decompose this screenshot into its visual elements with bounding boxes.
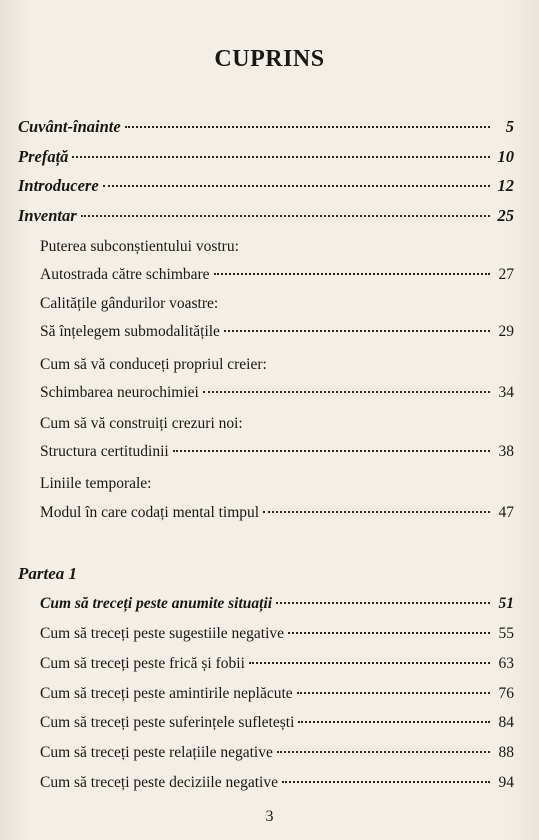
toc-entry-label: Cum să treceți peste deciziile negative <box>40 774 278 791</box>
toc-subentry <box>40 654 514 674</box>
toc-subentry <box>40 684 514 704</box>
toc-subentry <box>40 383 514 403</box>
toc-entry-label: Cum să treceți peste anumite situații <box>40 595 273 612</box>
toc-entry-label: Cum să treceți peste sugestiile negative <box>40 625 285 642</box>
toc-entry-introducere <box>18 176 514 196</box>
dot-leader <box>249 661 490 664</box>
toc-entry-page: 29 <box>498 323 514 340</box>
toc-entry-label: Cum să treceți peste frică și fobii <box>40 655 245 672</box>
dot-leader <box>298 720 490 723</box>
toc-subentry <box>40 322 514 342</box>
toc-entry-page: 55 <box>498 625 514 642</box>
dot-leader <box>224 329 490 332</box>
toc-entry-page: 34 <box>498 384 514 401</box>
toc-entry-page: 5 <box>505 117 514 136</box>
toc-entry-page: 84 <box>498 714 514 731</box>
page-title: CUPRINS <box>214 46 325 72</box>
toc-entry-label: Să înțelegem submodalitățile <box>40 323 220 340</box>
page-number: 3 <box>265 808 274 825</box>
toc-entry-label: Cum să treceți peste relațiile negative <box>40 744 273 761</box>
toc-subheading: Calitățile gândurilor voastre: <box>40 295 219 312</box>
toc-entry-page: 94 <box>498 774 514 791</box>
dot-leader <box>81 214 490 217</box>
toc-subentry <box>40 442 514 462</box>
toc-entry-page: 51 <box>498 595 514 612</box>
toc-subentry <box>40 265 514 285</box>
dot-leader <box>103 184 490 187</box>
toc-entry-label: Cum să treceți peste amintirile neplăcute <box>40 685 293 702</box>
toc-subentry <box>40 743 514 763</box>
toc-entry-label: Modul în care codați mental timpul <box>40 504 260 521</box>
toc-entry-page: 88 <box>498 744 514 761</box>
toc-subheading: Cum să vă construiți crezuri noi: <box>40 415 243 432</box>
toc-subentry <box>40 503 514 523</box>
dot-leader <box>276 601 490 604</box>
dot-leader <box>288 631 490 634</box>
dot-leader <box>214 272 490 275</box>
toc-entry-page: 12 <box>497 176 514 195</box>
dot-leader <box>263 510 490 513</box>
toc-entry-label: Cum să treceți peste suferințele sufletești <box>40 714 295 731</box>
dot-leader <box>277 750 490 753</box>
toc-subheading: Liniile temporale: <box>40 475 152 492</box>
dot-leader <box>72 155 490 158</box>
toc-entry-label: Structura certitudinii <box>40 443 169 460</box>
toc-entry-label: Introducere <box>18 176 99 195</box>
toc-entry-label: Inventar <box>18 206 77 225</box>
toc-subentry <box>40 773 514 793</box>
toc-entry-cuvant-inainte <box>18 117 514 137</box>
toc-entry-page: 38 <box>498 443 514 460</box>
toc-subheading: Puterea subconștientului vostru: <box>40 238 239 255</box>
toc-entry-label: Prefață <box>18 147 69 166</box>
toc-subentry <box>40 713 514 733</box>
dot-leader <box>173 449 490 452</box>
toc-entry-page: 63 <box>498 655 514 672</box>
toc-entry-page: 27 <box>498 266 514 283</box>
dot-leader <box>297 691 490 694</box>
toc-entry-inventar <box>18 206 514 226</box>
toc-subheading: Cum să vă conduceți propriul creier: <box>40 356 267 373</box>
toc-entry-label: Autostrada către schimbare <box>40 266 210 283</box>
toc-entry-prefata <box>18 147 514 167</box>
part-title: Partea 1 <box>18 564 78 583</box>
dot-leader <box>203 390 490 393</box>
toc-entry-page: 10 <box>497 147 514 166</box>
toc-entry-label: Cuvânt-înainte <box>18 117 121 136</box>
dot-leader <box>125 125 490 128</box>
toc-entry-page: 76 <box>498 685 514 702</box>
toc-subentry <box>40 624 514 644</box>
toc-entry-page: 47 <box>498 504 514 521</box>
toc-subentry <box>40 594 514 614</box>
toc-entry-label: Schimbarea neurochimiei <box>40 384 199 401</box>
dot-leader <box>282 780 490 783</box>
toc-entry-page: 25 <box>497 206 514 225</box>
